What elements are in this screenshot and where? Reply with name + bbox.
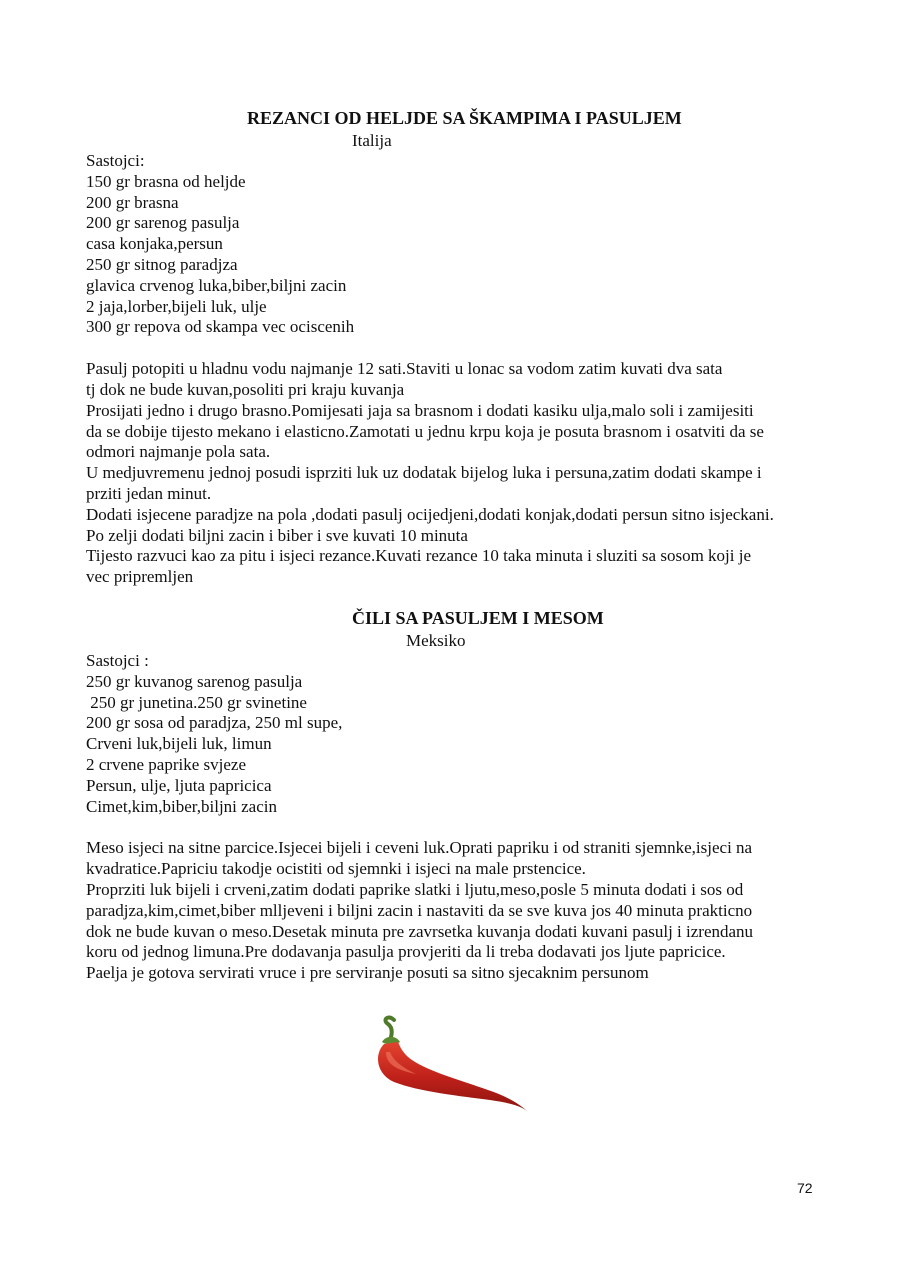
recipe-title: REZANCI OD HELJDE SA ŠKAMPIMA I PASULJEM [247,108,682,128]
ingredients-block [86,651,821,817]
ingredient-line: 200 gr sosa od paradjza, 250 ml supe, [86,713,343,733]
recipe-country: Italija [352,131,392,150]
page-number: 72 [797,1180,813,1196]
instruction-line: U medjuvremenu jednoj posudi isprziti luk uz dodatak bijelog luka i persuna,zatim dodati skampe i [86,463,762,483]
instruction-line: Meso isjeci na sitne parcice.Isjecei bijeli i ceveni luk.Oprati papriku i od straniti sjemnke,isjeci na [86,838,753,858]
instruction-line: odmori najmanje pola sata. [86,442,271,462]
instruction-line: Po zelji dodati biljni zacin i biber i sve kuvati 10 minuta [86,525,468,545]
instruction-line: da se dobije tijesto mekano i elasticno.Zamotati u jednu krpu koja je posuta brasnom i osatviti da se [86,421,764,441]
ingredient-line: 2 jaja,lorber,bijeli luk, ulje [86,296,267,316]
instruction-line: Propr​ziti luk bijeli i crveni,zatim dodati paprike slatki i ljutu,meso,posle 5 minuta dodati i sos od [86,879,744,899]
ingredient-line: Cimet,kim,biber,biljni zacin [86,796,278,816]
instruction-line: Dodati isjecene paradjze na pola ,dodati pasulj ocijedjeni,dodati konjak,dodati persun sitno isjeckani. [86,504,774,524]
ingredients-label: Sastojci: [86,151,145,170]
ingredient-line: 200 gr sarenog pasulja [86,213,240,233]
recipe-buckwheat-noodles [86,106,821,588]
instruction-line: Tijesto razvuci kao za pitu i isjeci rezance.Kuvati rezance 10 taka minuta i sluziti sa sosom koji je [86,546,752,566]
instructions-block [86,838,821,984]
instructions-block [86,359,821,588]
ingredients-label: Sastojci : [86,651,149,670]
ingredient-line: glavica crvenog luka,biber,biljni zacin [86,275,347,295]
instruction-line: kvadratice.Papriciu takodje ocistiti od sjemnki i isjeci na male prstencice. [86,859,586,879]
instruction-line: Prosijati jedno i drugo brasno.Pomijesati jaja sa brasnom i dodati kasiku ulja,malo soli i zamijesiti [86,400,754,420]
ingredient-line: 250 gr kuvanog sarenog pasulja [86,671,303,691]
instruction-line: vec pripremljen [86,567,194,587]
ingredient-line: 250 gr sitnog paradjza [86,254,238,274]
instruction-line: koru od jednog limuna.Pre dodavanja pasulja provjeriti da li treba dodavati jos ljute papricice. [86,942,726,962]
instruction-line: Pasulj potopiti u hladnu vodu najmanje 12 sati.Staviti u lonac sa vodom zatim kuvati dva sata [86,359,723,379]
ingredient-line: 150 gr brasna od heljde [86,171,246,191]
instruction-line: dok ne bude kuvan o meso.Desetak minuta pre zavrsetka kuvanja dodati kuvani pasulj i izrendanu [86,921,754,941]
ingredient-line: 2 crvene paprike svjeze [86,754,246,774]
recipe-chili-beans-meat [86,606,821,984]
instruction-line: tj dok ne bude kuvan,posoliti pri kraju kuvanja [86,379,405,399]
ingredients-block [86,151,821,338]
red-chili-pepper-icon [360,1008,560,1133]
instruction-line: Paelja je gotova servirati vruce i pre serviranje posuti sa sitno sjecaknim persunom [86,963,649,983]
instruction-line: paradjza,kim,cimet,biber mlljeveni i biljni zacin i nastaviti da se sve kuva jos 40 minuta prakticno [86,900,753,920]
ingredient-line: 300 gr repova od skampa vec ociscenih [86,317,355,337]
ingredient-line: casa konjaka,persun [86,234,223,254]
ingredient-line: Crveni luk,bijeli luk, limun [86,734,272,754]
ingredient-line: Persun, ulje, ljuta papricica [86,775,272,795]
ingredient-line: 250 gr junetina.250 gr svinetine [86,692,307,712]
ingredient-line: 200 gr brasna [86,192,179,212]
recipe-country: Meksiko [406,631,466,650]
instruction-line: prziti jedan minut. [86,483,212,503]
recipe-title: ČILI SA PASULJEM I MESOM [352,608,604,628]
